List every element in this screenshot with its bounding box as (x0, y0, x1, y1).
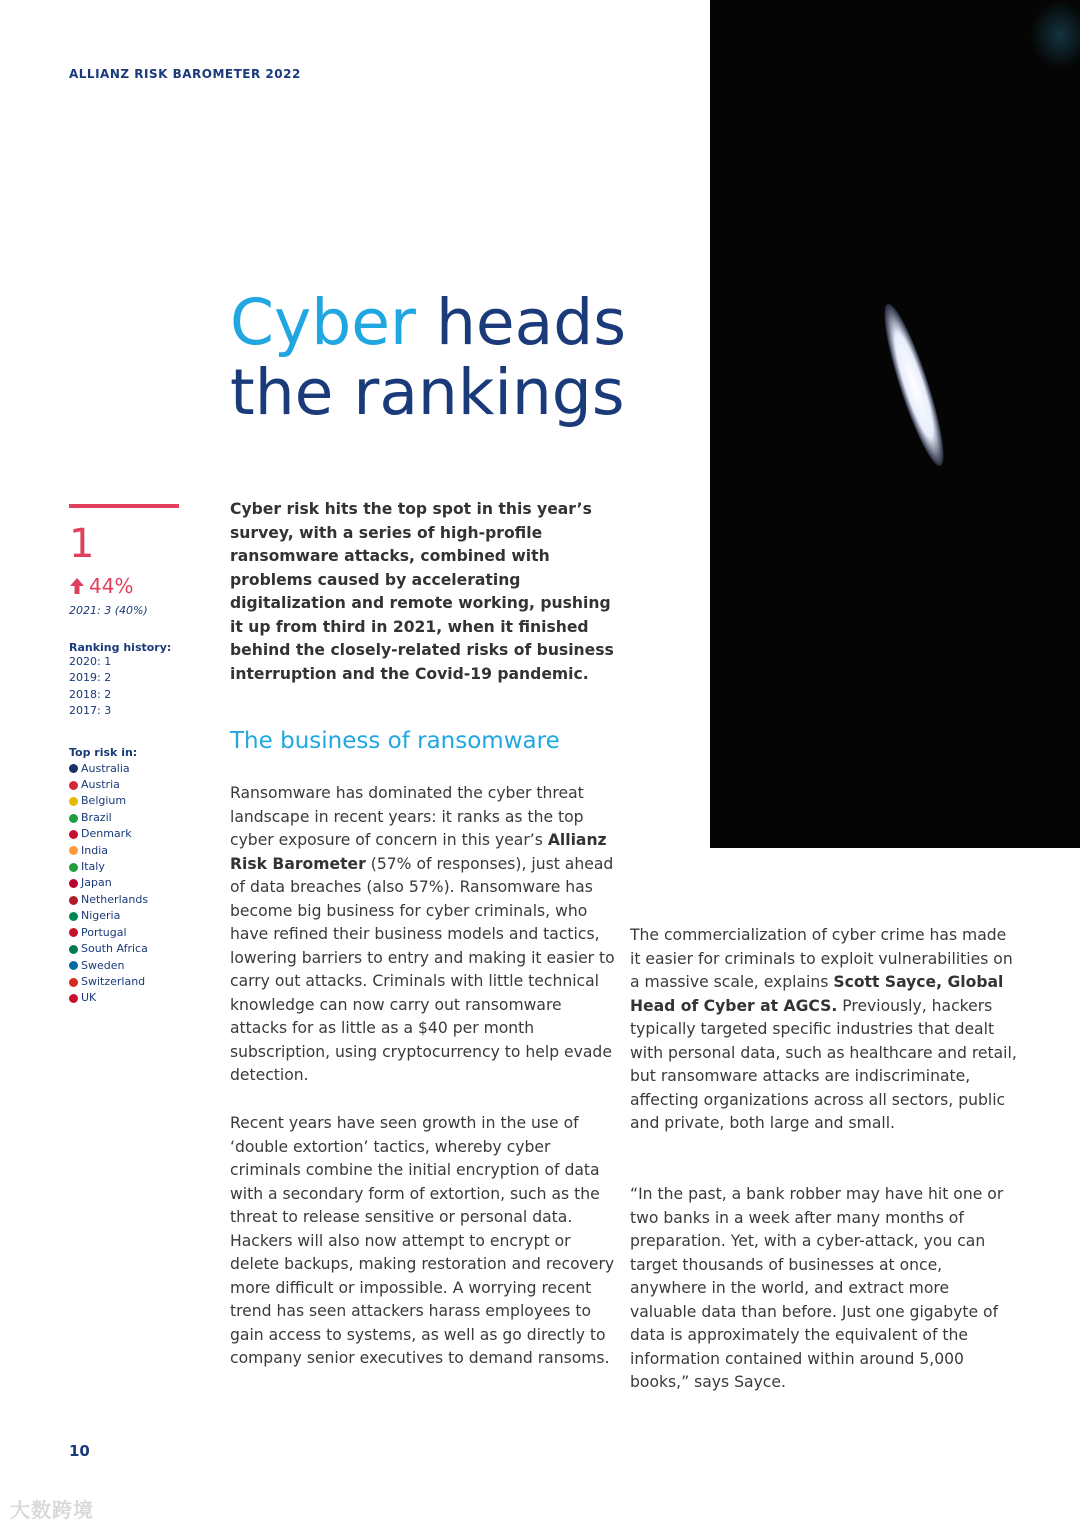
sidebar-rule (69, 504, 179, 508)
flag-icon (69, 863, 78, 872)
flag-icon (69, 830, 78, 839)
country-name: Switzerland (81, 974, 146, 988)
history-item: 2020: 1 (69, 655, 112, 668)
flag-icon (69, 912, 78, 921)
quote-paragraph: “In the past, a bank robber may have hit one or two banks in a week after many months of preparation. Yet, with a cyber-attack, you can target thousands of businesses at once, anywhere in the world, and extract more valuable data than before. Just one gigabyte of data is approximately the equivalent of the information contained within around 5,000 books,” says Sayce. (630, 1185, 1004, 1391)
country-item (69, 875, 184, 891)
flag-icon (69, 945, 78, 954)
country-name: Belgium (81, 794, 127, 808)
country-item (69, 826, 184, 842)
country-item (69, 810, 184, 826)
flag-icon (69, 781, 78, 790)
body-paragraph: The commercialization of cyber crime has made it easier for criminals to exploit vulnerabilities on a massive scale, explains Scott Sayce, Global Head of Cyber at AGCS. Previously, hackers typically targeted specific industries that dealt with personal data, such as healthcare and retail, but ransomware attacks are indiscriminate, affecting organizations across all sectors, public and private, both large and small. (630, 926, 1017, 1132)
country-item (69, 908, 184, 924)
country-item (69, 859, 184, 875)
country-name: South Africa (81, 942, 148, 956)
country-item (69, 777, 184, 793)
country-name: Netherlands (81, 892, 149, 906)
title-line2: the rankings (230, 356, 625, 429)
rank-number: 1 (69, 521, 95, 567)
country-name: Brazil (81, 810, 112, 824)
section-heading: The business of ransomware (230, 728, 560, 754)
flag-icon (69, 797, 78, 806)
history-list (69, 654, 184, 720)
photo-blur (1030, 0, 1080, 70)
intro-paragraph: Cyber risk hits the top spot in this year’s survey, with a series of high-profile ransomware attacks, combined with problems caused by accelerating digitalization and remote working, pushing it up from third in 2021, when it finished behind the closely-related risks of business interruption and the Covid-19 pandemic. (230, 500, 614, 683)
history-item: 2019: 2 (69, 671, 112, 685)
flag-icon (69, 814, 78, 823)
country-item (69, 843, 184, 859)
country-name: Portugal (81, 925, 127, 939)
flag-icon (69, 961, 78, 970)
country-list (69, 761, 184, 1007)
country-item (69, 958, 184, 974)
flag-icon (69, 764, 78, 773)
page-title (230, 288, 626, 428)
arrow-up-icon (69, 577, 85, 595)
country-item (69, 990, 184, 1006)
history-item: 2017: 3 (69, 704, 112, 718)
country-name: Sweden (81, 958, 125, 972)
body-paragraph: Recent years have seen growth in the use of ‘double extortion’ tactics, whereby cyber criminals combine the initial encryption of data with a secondary form of extortion, such as the threat to release sensitive or personal data. Hackers will also now attempt to encrypt or delete backups, making restoration and recovery more difficult or impossible. A worrying recent trend has seen attackers harass employees to gain access to systems, as well as go directly to company senior executives to demand ransoms. (230, 1114, 615, 1367)
title-rest: heads (415, 286, 627, 359)
cover-photo (710, 0, 1080, 848)
country-name: Austria (81, 778, 120, 792)
light-streak (874, 300, 953, 470)
flag-icon (69, 846, 78, 855)
flag-icon (69, 879, 78, 888)
watermark: 大数跨境 (10, 1498, 94, 1522)
country-name: Italy (81, 860, 105, 874)
history-item: 2018: 2 (69, 687, 112, 701)
flag-icon (69, 978, 78, 987)
flag-icon (69, 896, 78, 905)
flag-icon (69, 928, 78, 937)
country-name: Japan (81, 876, 112, 890)
previous-rank: 2021: 3 (40%) (69, 604, 148, 617)
country-item (69, 892, 184, 908)
rank-change (69, 574, 184, 598)
country-item (69, 974, 184, 990)
country-item (69, 941, 184, 957)
country-item (69, 925, 184, 941)
country-item (69, 761, 184, 777)
country-name: Nigeria (81, 909, 121, 923)
change-value: 44% (89, 574, 134, 598)
country-name: UK (81, 991, 97, 1005)
ranking-sidebar (69, 504, 184, 1007)
history-title: Ranking history: (69, 641, 172, 654)
body-paragraph: Ransomware has dominated the cyber threat landscape in recent years: it ranks as the top cyber exposure of concern in this year’s Allianz Risk Barometer (57% of responses), just ahead of data breaches (also 57%). Ransomware has become big business for cyber criminals, who have refined their business models and tactics, lowering barriers to entry and making it easier to carry out attacks. Criminals with little technical knowledge can now carry out ransomware attacks for as little as a $40 per month subscription, using cryptocurrency to help evade detection. (230, 784, 615, 1084)
report-title: ALLIANZ RISK BAROMETER 2022 (69, 67, 301, 81)
page-number: 10 (69, 1442, 90, 1460)
country-name: India (81, 843, 108, 857)
country-item (69, 793, 184, 809)
country-name: Denmark (81, 827, 132, 841)
flag-icon (69, 994, 78, 1003)
country-name: Australia (81, 761, 130, 775)
top-risk-title: Top risk in: (69, 745, 138, 759)
title-accent: Cyber (230, 286, 416, 359)
